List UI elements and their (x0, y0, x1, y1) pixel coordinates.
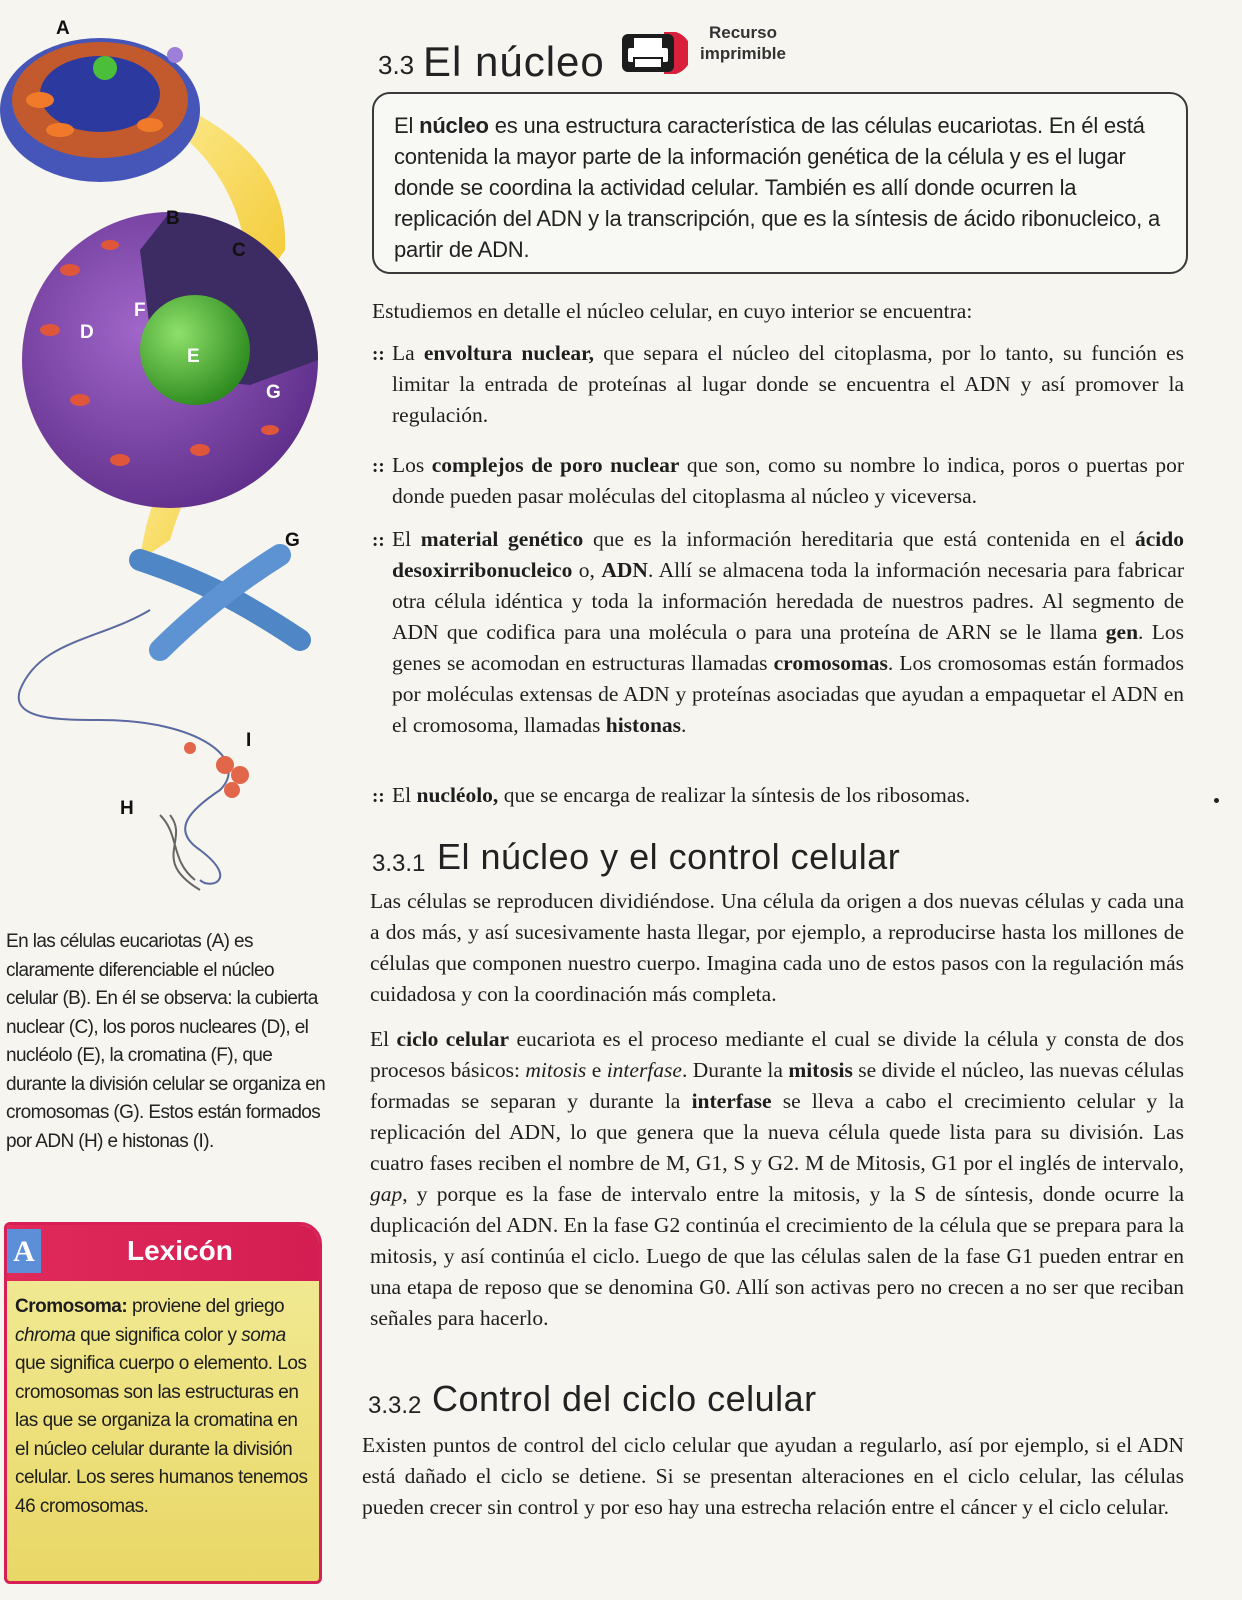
bullet-item: La envoltura nuclear, que separa el núcleo del citoplasma, por lo tanto, su función es limitar la entrada de proteínas al lugar donde se encuentra el ADN y así promover la regulación. (392, 341, 1184, 427)
lexicon-text: que significa cuerpo o elemento. Los cromosomas son las estructuras en las que se organiza la cromatina en el núcleo celular durante la división celular. Los seres humanos tenemos 46 cromosomas. (15, 1353, 308, 1517)
lexicon-badge-icon (7, 1229, 41, 1273)
bullet-marker: :: (372, 786, 385, 807)
label-f: F (134, 300, 146, 321)
bullet-marker: :: (372, 530, 385, 551)
label-g-pore: G (266, 382, 281, 403)
lexicon-badge-letter: A (13, 1235, 35, 1268)
printer-icon[interactable] (620, 28, 688, 78)
label-h: H (120, 798, 134, 819)
paragraph: El ciclo celular eucariota es el proceso mediante el cual se divide la célula y consta de dos procesos básicos: mitosis e interfase. Durante la mitosis se divide el núcleo, las nuevas células formadas se separan y durante la interfase se lleva a cabo el crecimiento celular y la replicación del ADN, lo que genera que la nueva célula quede lista para su división. Las cuatro fases reciben el nombre de M, G1, S y G2. M de Mitosis, G1 por el inglés de intervalo, gap, y porque es la fase de intervalo entre la mitosis, y la S de síntesis, donde ocurre la duplicación del ADN. En la fase G2 continúa el crecimiento de la célula que se prepara para la mitosis, y así continúa el ciclo. Luego de que las células salen de la fase G1 pueden entrar en una etapa de reposo que se denomina G0. Allí son activas pero no crecen a no ser que reciban señales para hacerlo. (370, 1027, 1185, 1330)
printable-resource-label[interactable] (700, 22, 786, 64)
lexicon-header (7, 1225, 319, 1281)
lexicon-box (4, 1222, 322, 1584)
intro-bold: núcleo (419, 113, 489, 138)
resource-line1: Recurso (708, 23, 777, 42)
subsection-number: 3.3.1 (372, 850, 426, 877)
bullet-marker: :: (372, 456, 385, 477)
cell-illustration (0, 0, 330, 910)
dna-helix (160, 815, 200, 890)
bullet-item: El nucléolo, que se encarga de realizar la síntesis de los ribosomas. (392, 783, 971, 807)
cell-diagram (0, 0, 330, 910)
section-number: 3.3 (378, 50, 415, 80)
intro-text-part: es una estructura característica de las células eucariotas. En él está contenida la mayor parte de la información genética de la célula y es el lugar donde se coordina la actividad celular. También es allí donde ocurren la replicación del ADN y la transcripción, que es la síntesis de ácido ribonucleico, a partir de ADN. (394, 113, 1161, 262)
lexicon-text: que significa color y (75, 1324, 242, 1346)
dna-strand (19, 610, 229, 884)
subsection-title: El núcleo y el control celular (437, 836, 901, 877)
label-g: G (285, 530, 300, 551)
bullet-item: Los complejos de poro nuclear que son, como su nombre lo indica, poros o puertas por donde pueden pasar moléculas del citoplasma al núcleo y viceversa. (392, 453, 1185, 508)
chromosome (140, 555, 300, 650)
page-dot (1214, 798, 1219, 803)
lexicon-title: Lexicón (127, 1235, 233, 1266)
nucleus (22, 212, 318, 508)
label-a: A (56, 18, 70, 39)
label-c: C (232, 240, 246, 261)
paragraph: Las células se reproducen dividiéndose. Una célula da origen a dos nuevas células y cada una a dos más, y así sucesivamente hasta llegar, por ejemplo, a reproducirse hasta los millones de células que componen nuestro cuerpo. Imagina cada uno de estos pasos con la regulación más cuidadosa y con la coordinación más completa. (370, 889, 1184, 1006)
label-i: I (246, 730, 252, 751)
resource-line2: imprimible (700, 44, 786, 63)
intro-text-part: El (394, 113, 420, 138)
label-e: E (187, 346, 200, 367)
lead-paragraph: Estudiemos en detalle el núcleo celular, en cuyo interior se encuentra: (372, 299, 973, 323)
bullet-item: El material genético que es la información hereditaria que está contenida en el ácido desoxirribonucleico o, ADN. Allí se almacena toda la información necesaria para fabricar otra célula idéntica y toda la información heredada de nuestros padres. Al segmento de ADN que codifica para una molécula o para una proteína de ARN se le llama gen. Los genes se acomodan en estructuras llamadas cromosomas. Los cromosomas están formados por moléculas extensas de ADN y proteínas asociadas que ayudan a empaquetar el ADN en el cromosoma, llamadas histonas. (392, 527, 1185, 737)
subsection-title: Control del ciclo celular (432, 1378, 817, 1419)
lexicon-italic: chroma (15, 1324, 76, 1346)
label-b: B (166, 208, 180, 229)
figure-caption: En las células eucariotas (A) es claramente diferenciable el núcleo celular (B). En él se observa: la cubierta nuclear (C), los poros nucleares (D), el nucléolo (E), la cromatina (F), que durante la división celular se organiza en cromosomas (G). Estos están formados por ADN (H) e histonas (I). (6, 931, 326, 1152)
subsection-number: 3.3.2 (368, 1392, 422, 1419)
intro-box (372, 92, 1188, 274)
bullet-marker: :: (372, 344, 385, 365)
lexicon-definition (7, 1281, 319, 1521)
section-title: El núcleo (423, 38, 605, 85)
eukaryotic-cell (0, 38, 200, 182)
lexicon-term: Cromosoma: (15, 1296, 128, 1317)
paragraph: Existen puntos de control del ciclo celular que ayudan a regularlo, así por ejemplo, si el ADN está dañado el ciclo se detiene. Si se presentan alteraciones en el ciclo celular, las células pueden crecer sin control y por eso hay una estrecha relación entre el cáncer y el ciclo celular. (362, 1433, 1184, 1519)
lexicon-italic: soma (241, 1324, 286, 1346)
intro-text (394, 110, 1174, 265)
lexicon-text: proviene del griego (127, 1296, 285, 1317)
label-d: D (80, 322, 94, 343)
